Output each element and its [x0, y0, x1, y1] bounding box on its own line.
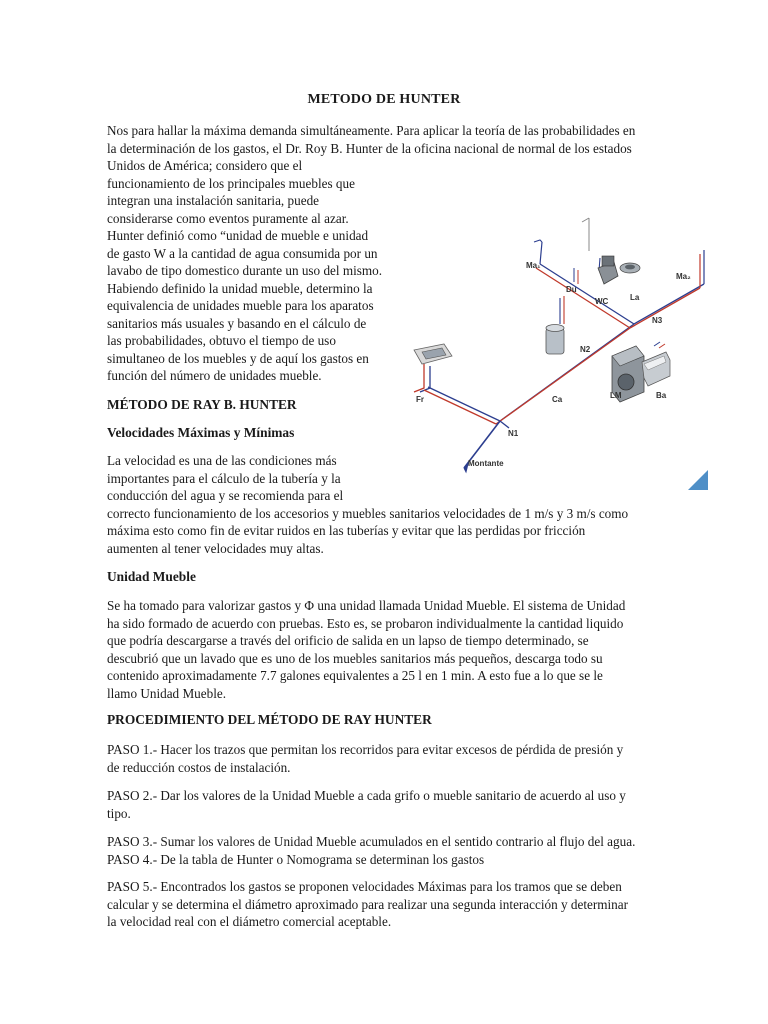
text-line: integran una instalación sanitaria, puede [107, 193, 320, 208]
text-line: PASO 3.- Sumar los valores de Unidad Mueble acumulados en el sentido contrario al flujo del agua. [107, 834, 636, 849]
plumbing-isometric-diagram [404, 206, 712, 478]
text-line: equivalencia de unidades mueble para los aparatos [107, 298, 374, 313]
text-line: función del número de unidades mueble. [107, 368, 322, 383]
label-n1: N1 [508, 429, 519, 438]
label-ca: Ca [552, 395, 563, 404]
label-ma1: Ma₁ [526, 261, 541, 270]
section-heading-ray-hunter: MÉTODO DE RAY B. HUNTER [107, 397, 297, 412]
text-line: aumenten al tener velocidades muy altas. [107, 540, 324, 556]
text-line: las probabilidades, obtuvo el tiempo de uso [107, 333, 336, 348]
section-heading-velocidades: Velocidades Máximas y Mínimas [107, 425, 295, 440]
text-line: Unidos de América; considero que el [107, 158, 303, 173]
section-heading-procedimiento: PROCEDIMIENTO DEL MÉTODO DE RAY HUNTER [107, 712, 432, 727]
water-heater-icon [546, 325, 564, 355]
text-line: llamo Unidad Mueble. [107, 685, 227, 701]
text-line: de gasto W a la cantidad de agua consumida por un [107, 245, 378, 261]
text-line: sanitarios más usuales y basando en el cálculo de [107, 315, 367, 331]
bathtub-icon [642, 352, 670, 386]
text-line: lavabo de tipo domestico durante un uso del mismo. [107, 263, 383, 278]
text-line: conducción del agua y se recomienda para el [107, 488, 344, 503]
text-line: Se ha tomado para valorizar gastos y Φ una unidad llamada Unidad Mueble. El sistema de Unidad [107, 598, 626, 613]
paso-2 [107, 787, 626, 822]
text-line: simultaneo de los muebles y de aquí los gastos en [107, 350, 369, 366]
label-ma2: Ma₂ [676, 272, 691, 281]
label-n2: N2 [580, 345, 591, 354]
label-lm: LM [610, 391, 622, 400]
paso-3-4 [107, 833, 635, 868]
text-line: ha sido formado de acuerdo con pruebas. Esto es, se probaron individualmente la cantidad liquido [107, 615, 624, 631]
text-line: PASO 5.- Encontrados los gastos se proponen velocidades Máximas para los tramos que se deben [107, 879, 622, 894]
text-line: Habiendo definido la unidad mueble, determino la [107, 280, 373, 296]
text-line: PASO 2.- Dar los valores de la Unidad Mueble a cada grifo o mueble sanitario de acuerdo al uso y [107, 788, 626, 803]
label-la: La [630, 293, 640, 302]
text-line: calcular y se determina el diámetro aproximado para realizar una segunda interacción y determinar [107, 896, 629, 912]
text-line: la determinación de los gastos, el Dr. Roy B. Hunter de la oficina nacional de normal de los estados [107, 140, 632, 156]
label-montante: Montante [468, 459, 504, 468]
text-line: La velocidad es una de las condiciones más [107, 453, 337, 468]
corner-fold-icon [688, 470, 708, 490]
sink-fixture-icon [414, 344, 452, 364]
text-line: considerarse como eventos puramente al azar. [107, 210, 349, 226]
label-ba: Ba [656, 391, 667, 400]
paso-1 [107, 741, 623, 776]
text-line: correcto funcionamiento de los accesorios y muebles sanitarios velocidades de 1 m/s y 3 m/s como [107, 505, 629, 521]
text-line: funcionamiento de los principales muebles que [107, 175, 355, 191]
text-line: Nos para hallar la máxima demanda simultáneamente. Para aplicar la teoría de las probabilidades en [107, 123, 636, 138]
shower-icon [574, 268, 578, 284]
text-line: descubrió que un lavado que es uno de los muebles sanitarios más pequeños, descarga todo su [107, 650, 603, 666]
text-line: Hunter definió como “unidad de mueble e unidad [107, 228, 369, 243]
text-line: la velocidad real con el diámetro comercial aceptable. [107, 914, 392, 929]
label-n3: N3 [652, 316, 663, 325]
text-line: contenido aproximadamente 7.7 galones equivalentes a 25 l en 1 min. A esto fue a lo que se le [107, 668, 603, 683]
text-line: máxima esto como fin de evitar ruidos en las tuberías y evitar que las perdidas por fricción [107, 523, 586, 538]
text-line: de reducción costos de instalación. [107, 759, 291, 775]
text-line: PASO 1.- Hacer los trazos que permitan los recorridos para evitar excesos de pérdida de presión y [107, 742, 624, 757]
text-line: que podría descargarse a través del orificio de salida en un lapso de tiempo determinado, se [107, 633, 589, 648]
toilet-icon [598, 256, 640, 284]
unidad-paragraph [107, 597, 625, 702]
paso-5 [107, 878, 628, 931]
text-line: PASO 4.- De la tabla de Hunter o Nomograma se determinan los gastos [107, 851, 485, 867]
section-heading-unidad-mueble: Unidad Mueble [107, 569, 196, 584]
text-line: tipo. [107, 805, 131, 821]
label-du: Du [566, 285, 577, 294]
label-wc: WC [595, 297, 609, 306]
text-line: importantes para el cálculo de la tubería y la [107, 470, 341, 486]
label-fr: Fr [416, 395, 424, 404]
page-title: METODO DE HUNTER [307, 92, 461, 107]
